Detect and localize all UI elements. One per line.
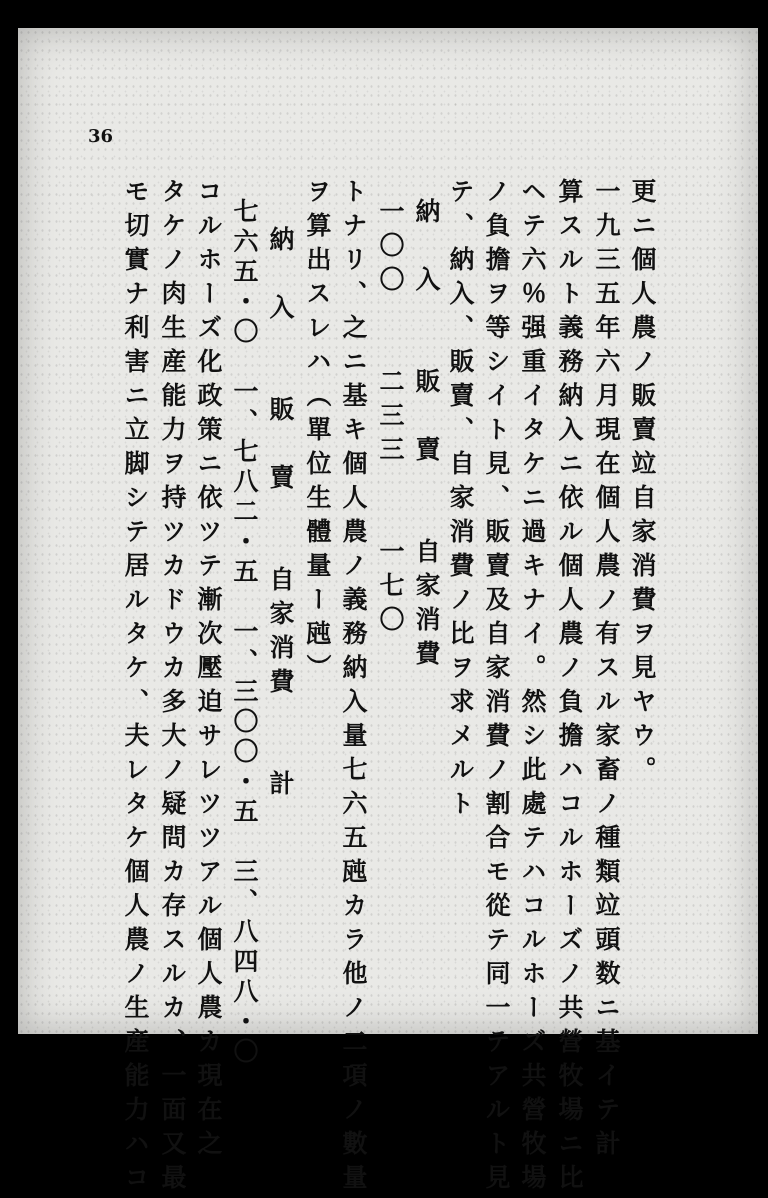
document-page [18, 28, 758, 1198]
text-column-6: テ、納入、販賣、自家消費ノ比ヲ求メルト [446, 178, 475, 824]
table-header-row-1: 納 入 販 賣 自家消費 [412, 198, 441, 674]
table-values-row-2: 七六五・〇 一、七八二・五 一、三〇〇・五 三、八四八・〇 [230, 198, 259, 1068]
page-number: 36 [88, 126, 114, 147]
text-column-3: 算スルト義務納入ニ依ル個人農ノ負擔ハコルホーズノ共營牧場ニ比 [555, 178, 584, 1198]
text-column-15: モ切實ナ利害ニ立脚シテ居ルタケ、夫レタケ個人農ノ生産能力ハコ [121, 178, 150, 1198]
text-column-9: トナリ、之ニ基キ個人農ノ義務納入量七六五瓲カラ他ノ二項ノ數量 [339, 178, 368, 1198]
text-column-2: 一九三五年六月現在個人農ノ有スル家畜ノ種類竝頭数ニ基イテ計 [592, 178, 621, 1164]
text-column-1: 更ニ個人農ノ販賣竝自家消費ヲ見ヤウ。 [628, 178, 657, 790]
text-column-13: コルホーズ化政策ニ依ツテ漸次壓迫サレツツアル個人農カ現在之 [194, 178, 223, 1164]
table-values-row-1: 一〇〇 二三三 一七〇 [376, 198, 405, 640]
text-column-14: タケノ肉生産能力ヲ持ツカドウカ多大ノ疑問カ存スルカ、一面又最 [158, 178, 187, 1198]
text-column-5: ノ負擔ヲ等シイト見、販賣及自家消費ノ割合モ從テ同一テアルト見 [482, 178, 511, 1198]
text-column-10: ヲ算出スレハ（單位生體量ー瓲） [303, 178, 332, 688]
text-column-4: ヘテ六％强重イタケニ過キナイ。然シ此處テハコルホーズ共營牧場 [518, 178, 547, 1198]
table-header-row-2: 納 入 販 賣 自家消費 計 [266, 226, 295, 804]
